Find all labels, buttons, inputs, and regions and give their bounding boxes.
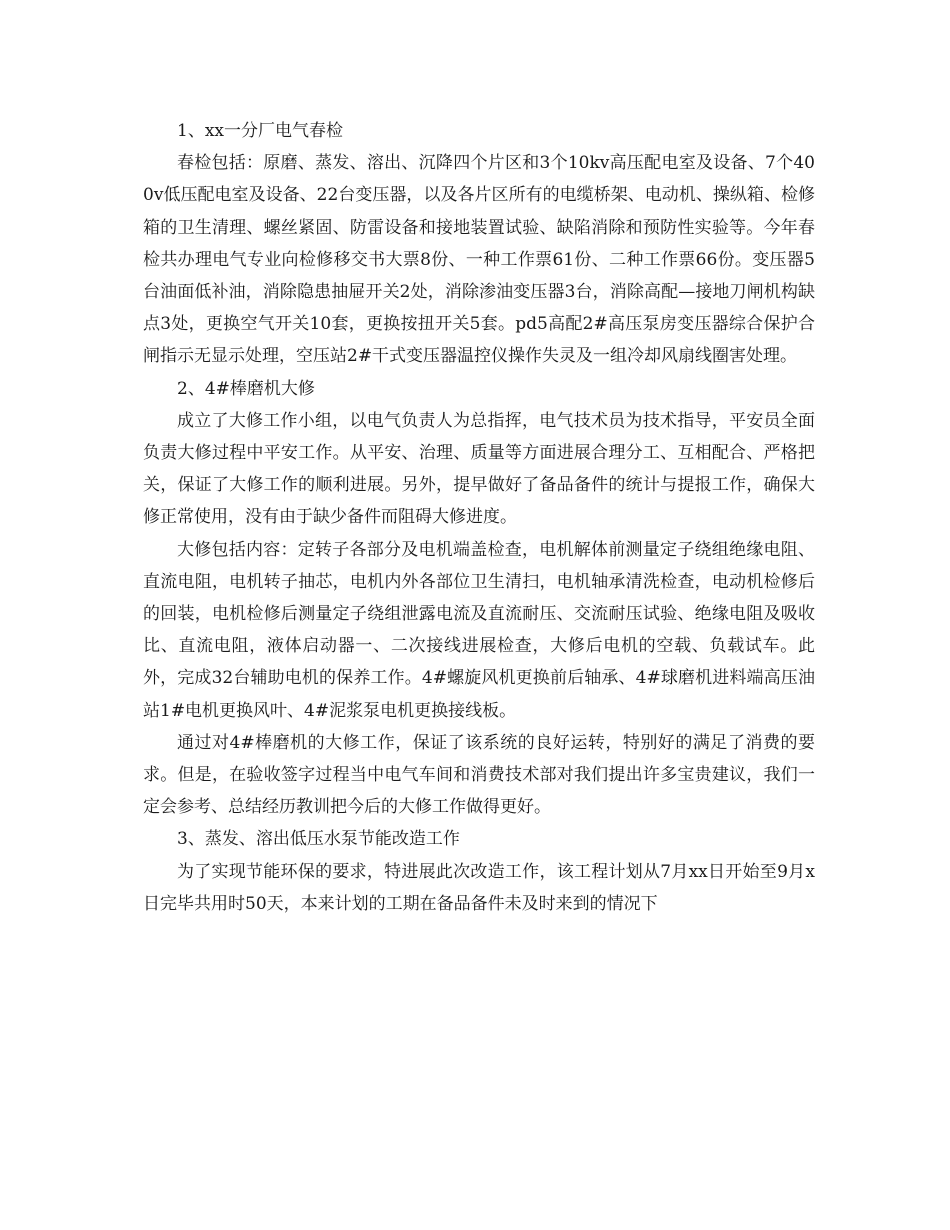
section-heading-1: 1、xx一分厂电气春检	[177, 121, 343, 141]
section-heading-2: 2、4#棒磨机大修	[177, 378, 315, 399]
paragraph-overhaul-content: 大修包括内容：定转子各部分及电机端盖检查，电机解体前测量定子绕组绝缘电阻、直流电阻，电机转子抽芯，电机内外各部位卫生清扫，电机轴承清洗检查，电动机检修后的回装，电机检修后测量定子绕组泄露电流及直流耐压、交流耐压试验、绝缘电阻及吸收比、直流电阻，液体启动器一、二次接线进展检查，大修后电机的空载、负载试车。此外，完成32台辅助电机的保养工作。4#螺旋风机更换前后轴承、4#球磨机进料端高压油站1#电机更换风叶、4#泥浆泵电机更换接线板。	[143, 539, 815, 721]
paragraph-energy-saving: 为了实现节能环保的要求，特进展此次改造工作，该工程计划从7月xx日开始至9月x日完毕共用时50天，本来计划的工期在备品备件未及时来到的情况下	[143, 861, 815, 914]
paragraph-overhaul-result: 通过对4#棒磨机的大修工作，保证了该系统的良好运转，特别好的满足了消费的要求。但是，在验收签字过程当中电气车间和消费技术部对我们提出许多宝贵建议，我们一定会参考、总结经历教训把今后的大修工作做得更好。	[143, 732, 815, 818]
paragraph-overhaul-team: 成立了大修工作小组，以电气负责人为总指挥，电气技术员为技术指导，平安员全面负责大修过程中平安工作。从平安、治理、质量等方面进展合理分工、互相配合、严格把关，保证了大修工作的顺利进展。另外，提早做好了备品备件的统计与提报工作，确保大修正常使用，没有由于缺少备件而阻碍大修进度。	[143, 410, 815, 528]
section-heading-3: 3、蒸发、溶出低压水泵节能改造工作	[177, 829, 460, 850]
document-body	[143, 115, 815, 920]
paragraph-spring-inspection: 春检包括：原磨、蒸发、溶出、沉降四个片区和3个10kv高压配电室及设备、7个400v低压配电室及设备、22台变压器，以及各片区所有的电缆桥架、电动机、操纵箱、检修箱的卫生清理、螺丝紧固、防雷设备和接地装置试验、缺陷消除和预防性实验等。今年春检共办理电气专业向检修移交书大票8份、一种工作票61份、二种工作票66份。变压器5台油面低补油，消除隐患抽屉开关2处，消除渗油变压器3台，消除高配—接地刀闸机构缺点3处，更换空气开关10套，更换按扭开关5套。pd5高配2#高压泵房变压器综合保护合闸指示无显示处理，空压站2#干式变压器温控仪操作失灵及一组冷却风扇线圈害处理。	[143, 153, 815, 367]
